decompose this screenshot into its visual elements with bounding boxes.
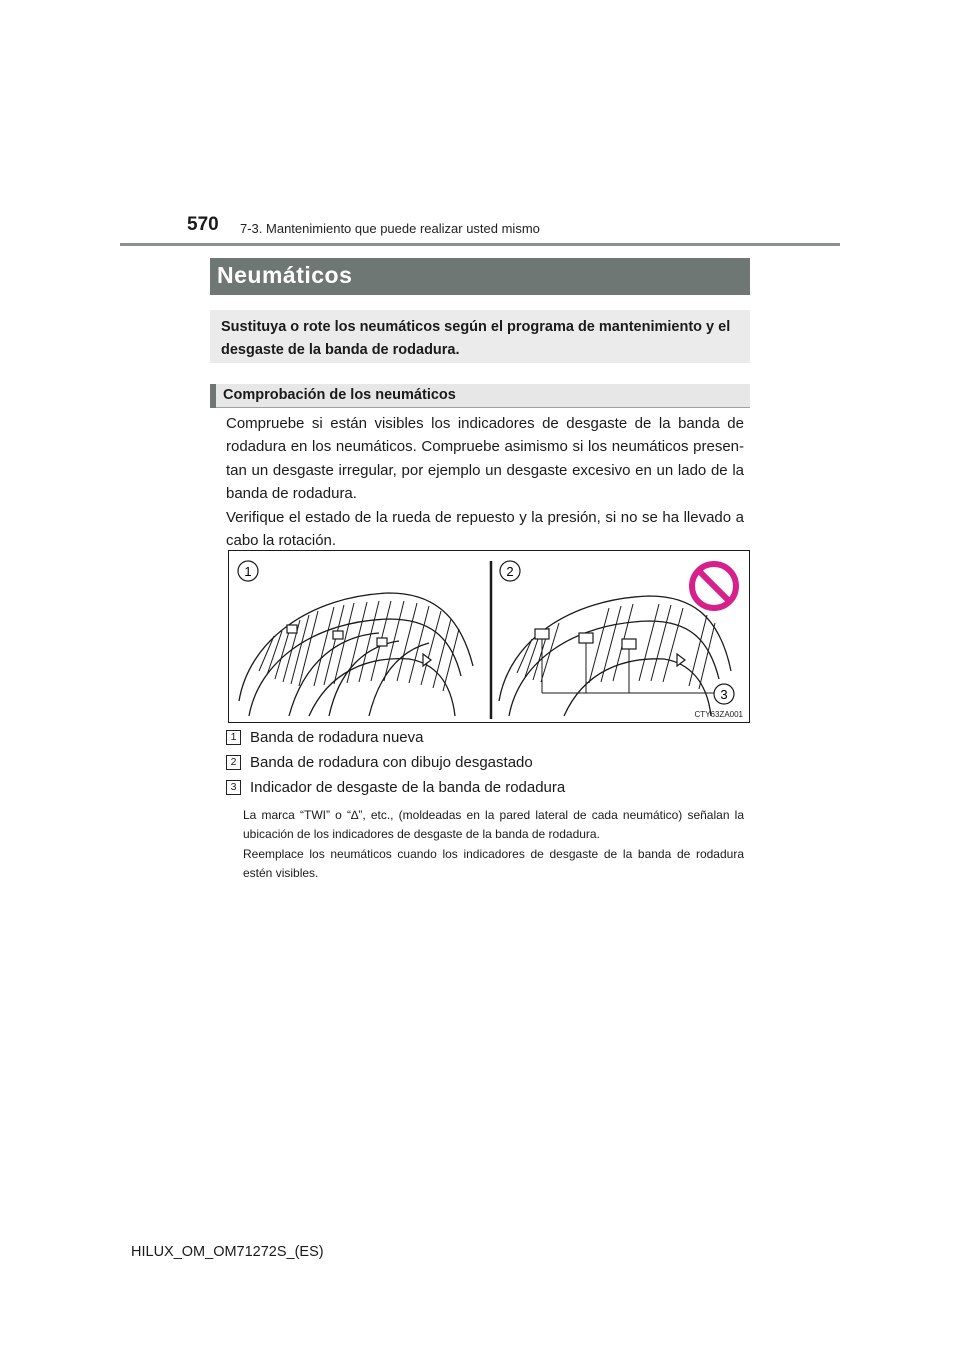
callout-3: [714, 684, 734, 704]
paragraph-spare-wheel: Verifique el estado de la rueda de repuesto y la presión, si no se ha llevado a cabo la rotación.: [226, 508, 744, 550]
legend-num-3: 3: [226, 780, 241, 795]
worn-tread-grooves: [517, 604, 715, 689]
callout-3-label: 3: [720, 687, 728, 702]
paragraph-tread-check: Compruebe si están visibles los indicadores de desgaste de la banda de rodadura en los neumáticos. Compruebe asimismo si los neumáticos presen-tan un desgaste irregular, por ejemplo un desgaste excesivo en un lado de la banda de rodadura.: [226, 415, 744, 503]
page-number: 570: [187, 214, 219, 235]
callout-2: [500, 561, 520, 581]
header-divider: [120, 243, 840, 246]
section-title: Neumáticos: [217, 262, 353, 288]
note-replace-tires: Reemplace los neumáticos cuando los indicadores de desgaste de la banda de rodadura estén visibles.: [243, 846, 744, 881]
section-title-bar: [210, 258, 750, 295]
legend-label-2: Banda de rodadura con dibujo desgastado: [250, 754, 533, 771]
figure-code: CTY63ZA001: [694, 710, 743, 719]
note-text: [243, 806, 744, 884]
callout-2-label: 2: [506, 564, 514, 579]
body-text: [226, 412, 744, 552]
tire-wear-figure: [228, 550, 750, 723]
subsection-title: Comprobación de los neumáticos: [223, 387, 456, 403]
no-entry-icon: [692, 564, 736, 608]
note-twi-marks: La marca “TWI” o “∆”, etc., (moldeadas en la pared lateral de cada neumático) señalan la ubicación de los indicadores de desgaste de la banda de rodadura.: [243, 808, 744, 842]
legend-label-3: Indicador de desgaste de la banda de rodadura: [250, 779, 566, 796]
legend-num-1: 1: [226, 730, 241, 745]
subsection-accent: [210, 384, 216, 408]
legend-label-1: Banda de rodadura nueva: [250, 729, 424, 746]
callout-1-label: 1: [244, 564, 252, 579]
intro-text: Sustituya o rote los neumáticos según el programa de mantenimiento y el desgaste de la banda de rodadura.: [221, 319, 731, 358]
new-tread-grooves: [259, 601, 459, 691]
document-id: HILUX_OM_OM71272S_(ES): [131, 1244, 324, 1260]
tire-illustration: [229, 551, 749, 722]
intro-box: [210, 310, 750, 363]
chapter-title: 7-3. Mantenimiento que puede realizar usted mismo: [240, 221, 540, 236]
legend-num-2: 2: [226, 755, 241, 770]
subsection-heading: [210, 384, 750, 408]
callout-1: [238, 561, 258, 581]
